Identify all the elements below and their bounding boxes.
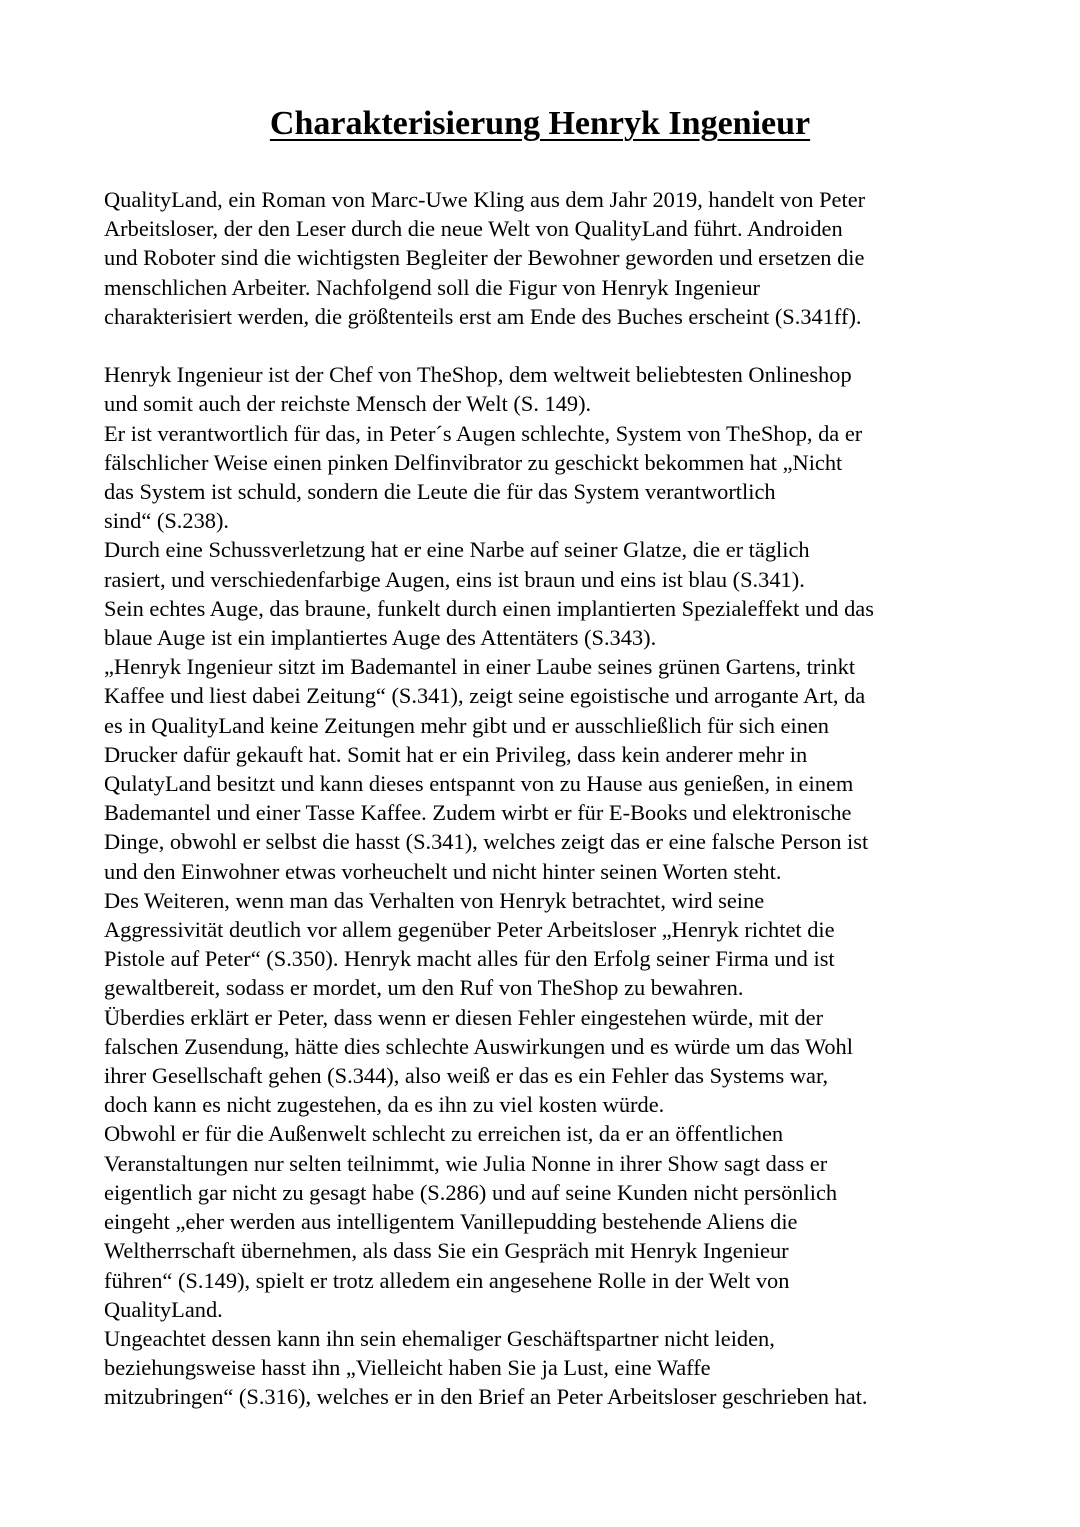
text-line: sind“ (S.238). bbox=[104, 508, 230, 534]
text-line: „Henryk Ingenieur sitzt im Bademantel in einer Laube seines grünen Gartens, trinkt bbox=[104, 654, 856, 680]
text-line: Ungeachtet dessen kann ihn sein ehemaliger Geschäftspartner nicht leiden, bbox=[104, 1325, 775, 1351]
text-line: Bademantel und einer Tasse Kaffee. Zudem wirbt er für E-Books und elektronische bbox=[104, 800, 852, 826]
text-line: und somit auch der reichste Mensch der Welt (S. 149). bbox=[104, 391, 592, 417]
text-line: QualityLand. bbox=[104, 1296, 223, 1322]
text-line: gewaltbereit, sodass er mordet, um den Ruf von TheShop zu bewahren. bbox=[104, 975, 744, 1001]
text-line: eigentlich gar nicht zu gesagt habe (S.286) und auf seine Kunden nicht persönlich bbox=[104, 1179, 838, 1205]
text-line: charakterisiert werden, die größtenteils erst am Ende des Buches erscheint (S.341ff). bbox=[104, 303, 862, 329]
text-line: Überdies erklärt er Peter, dass wenn er diesen Fehler eingestehen würde, mit der bbox=[104, 1004, 824, 1030]
text-line: das System ist schuld, sondern die Leute die für das System verantwortlich bbox=[104, 479, 776, 505]
text-line: QulatyLand besitzt und kann dieses entspannt von zu Hause aus genießen, in einem bbox=[104, 771, 854, 797]
text-line: Henryk Ingenieur ist der Chef von TheShop, dem weltweit beliebtesten Onlineshop bbox=[104, 362, 852, 388]
text-line: führen“ (S.149), spielt er trotz alledem ein angesehene Rolle in der Welt von bbox=[104, 1267, 790, 1293]
text-line: Aggressivität deutlich vor allem gegenüber Peter Arbeitsloser „Henryk richtet die bbox=[104, 917, 835, 943]
text-line: Pistole auf Peter“ (S.350). Henryk macht alles für den Erfolg seiner Firma und ist bbox=[104, 946, 835, 972]
text-line: fälschlicher Weise einen pinken Delfinvibrator zu geschickt bekommen hat „Nicht bbox=[104, 449, 843, 475]
text-line: doch kann es nicht zugestehen, da es ihn zu viel kosten würde. bbox=[104, 1092, 665, 1118]
text-line: Arbeitsloser, der den Leser durch die neue Welt von QualityLand führt. Androiden bbox=[104, 216, 843, 242]
text-line: menschlichen Arbeiter. Nachfolgend soll die Figur von Henryk Ingenieur bbox=[104, 274, 760, 300]
text-line: Er ist verantwortlich für das, in Peter´s Augen schlechte, System von TheShop, da er bbox=[104, 420, 863, 446]
text-line: Des Weiteren, wenn man das Verhalten von Henryk betrachtet, wird seine bbox=[104, 887, 765, 913]
document-body bbox=[104, 185, 1004, 1412]
text-line: blaue Auge ist ein implantiertes Auge des Attentäters (S.343). bbox=[104, 625, 657, 651]
text-line: Veranstaltungen nur selten teilnimmt, wie Julia Nonne in ihrer Show sagt dass er bbox=[104, 1150, 828, 1176]
text-line: Dinge, obwohl er selbst die hasst (S.341), welches zeigt das er eine falsche Person ist bbox=[104, 829, 869, 855]
text-line: rasiert, und verschiedenfarbige Augen, eins ist braun und eins ist blau (S.341). bbox=[104, 566, 805, 592]
text-line: Weltherrschaft übernehmen, als dass Sie ein Gespräch mit Henryk Ingenieur bbox=[104, 1238, 789, 1264]
text-line: beziehungsweise hasst ihn „Vielleicht haben Sie ja Lust, eine Waffe bbox=[104, 1355, 711, 1381]
document-title-text: Charakterisierung Henryk Ingenieur bbox=[269, 105, 811, 142]
text-line: falschen Zusendung, hätte dies schlechte Auswirkungen und es würde um das Wohl bbox=[104, 1033, 853, 1059]
text-line: mitzubringen“ (S.316), welches er in den Brief an Peter Arbeitsloser geschrieben hat. bbox=[104, 1384, 868, 1410]
text-line: und Roboter sind die wichtigsten Begleiter der Bewohner geworden und ersetzen die bbox=[104, 245, 865, 271]
paragraph-main bbox=[104, 360, 1004, 1411]
text-line: es in QualityLand keine Zeitungen mehr gibt und er ausschließlich für sich einen bbox=[104, 712, 829, 738]
text-line: Obwohl er für die Außenwelt schlecht zu erreichen ist, da er an öffentlichen bbox=[104, 1121, 784, 1147]
paragraph-gap bbox=[104, 331, 1004, 360]
text-line: Durch eine Schussverletzung hat er eine Narbe auf seiner Glatze, die er täglich bbox=[104, 537, 810, 563]
text-line: Kaffee und liest dabei Zeitung“ (S.341), zeigt seine egoistische und arrogante Art, da bbox=[104, 683, 866, 709]
text-line: Drucker dafür gekauft hat. Somit hat er ein Privileg, dass kein anderer mehr in bbox=[104, 741, 808, 767]
text-line: eingeht „eher werden aus intelligentem Vanillepudding bestehende Aliens die bbox=[104, 1209, 798, 1235]
text-line: und den Einwohner etwas vorheuchelt und nicht hinter seinen Worten steht. bbox=[104, 858, 782, 884]
paragraph-intro bbox=[104, 185, 1004, 331]
text-line: ihrer Gesellschaft gehen (S.344), also weiß er das es ein Fehler das Systems war, bbox=[104, 1063, 829, 1089]
text-line: Sein echtes Auge, das braune, funkelt durch einen implantierten Spezialeffekt und das bbox=[104, 595, 874, 621]
text-line: QualityLand, ein Roman von Marc-Uwe Kling aus dem Jahr 2019, handelt von Peter bbox=[104, 187, 866, 212]
document-title bbox=[0, 102, 1080, 146]
